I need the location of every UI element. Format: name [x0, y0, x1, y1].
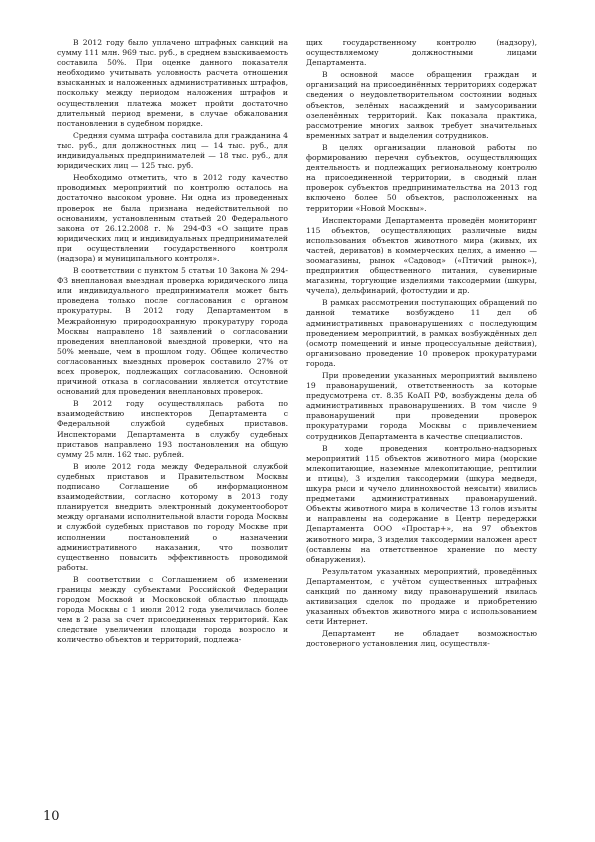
paragraph: Результатом указанных мероприятий, проведённых Департаментом, с учётом существенных штрафных санкций по данному виду правонарушений явилась активизация сделок по продаже и приобретению указанных объектов животного мира с использованием сети Интернет. — [306, 566, 537, 627]
paragraph: При проведении указанных мероприятий выявлено 19 правонарушений, ответственность за которые предусмотрена ст. 8.35 КоАП РФ, возбуждены дела об административных правонарушениях. В том числе 9 правонарушений при проведении проверок прокуратурами города Москвы с привлечением сотрудников Департамента в качестве специалистов. — [306, 371, 537, 441]
paragraph: В 2012 году осуществлялась работа по взаимодействию инспекторов Департамента с Федеральной службой судебных приставов. Инспекторами Департамента в службу судебных приставов направлено 193 постановления на общую сумму 25 млн. 162 тыс. рублей. — [57, 399, 288, 459]
paragraph: В целях организации плановой работы по формированию перечня субъектов, осуществляющих деятельность и подлежащих региональному контролю на присоединенной территории, в сводный план проверок субъектов предпринимательства на 2013 год включено более 50 объектов, расположенных на территории «Новой Москвы». — [306, 142, 537, 213]
paragraph: В ходе проведения контрольно-надзорных мероприятий 115 объектов животного мира (морские млекопитающие, наземные млекопитающие, рептилии и птицы), 3 изделия таксодермии (шкура медведя, шкура рыси и чучело длиннохвостой неясыти) явились предметами административных правонарушений. Объекты животного мира в количестве 13 голов изъяты и направлены на содержание в Центр передержки Департамента ООО «Простар+», на 97 объектов животного мира, 3 изделия таксодермии наложен арест (оставлены на ответственное хранение по месту обнаружения). — [306, 443, 537, 564]
left-column — [57, 38, 288, 648]
paragraph: Департамент не обладает возможностью достоверного установления лиц, осуществля- — [306, 629, 537, 649]
paragraph-continuation: щих государственному контролю (надзору), осуществляемому должностными лицами Департамента. — [306, 38, 537, 68]
page-number: 10 — [43, 809, 60, 824]
paragraph: В 2012 году было уплачено штрафных санкций на сумму 111 млн. 969 тыс. руб., в среднем взыскиваемость составила 50%. При оценке данного показателя необходимо учитывать условность расчета отношения взысканных и наложенных административных штрафов, поскольку между периодом наложения штрафов и осуществления платежа может пройти достаточно длительный период времени, в случае обжалования постановления в судебном порядке. — [57, 38, 288, 128]
paragraph: Средняя сумма штрафа составила для гражданина 4 тыс. руб., для должностных лиц — 14 тыс. руб., для индивидуальных предпринимателей — 18 тыс. руб., для юридических лиц — 125 тыс. руб. — [57, 130, 288, 171]
paragraph: В основной массе обращения граждан и организаций на присоединённых территориях содержат сведения о неудовлетворительном состоянии водных объектов, зелёных насаждений и замусоривании озеленённых территорий. Как показала практика, рассмотрение многих заявок требует значительных временных затрат и выделения сотрудников. — [306, 70, 537, 140]
paragraph: В соответствии с пунктом 5 статьи 10 Закона № 294-ФЗ внеплановая выездная проверка юридического лица или индивидуального предпринимателя может быть проведена только после согласования с органом прокуратуры. В 2012 году Департаментом в Межрайонную природоохранную прокуратуру города Москвы направлено 18 заявлений о согласовании проведения внеплановой выездной проверки, что на 50% меньше, чем в прошлом году. Общее количество согласованных выездных проверок составило 27% от всех проверок, подлежащих согласованию. Основной причиной отказа в согласовании является отсутствие оснований для проведения внеплановых проверок. — [57, 266, 288, 397]
paragraph: Необходимо отметить, что в 2012 году качество проводимых мероприятий по контролю осталось на достаточно высоком уровне. Ни одна из проведенных проверок не была признана недействительной по основаниям, установленным статьей 20 Федерального закона от 26.12.2008 г. № 294-ФЗ «О защите прав юридических лиц и индивидуальных предпринимателей при осуществлении государственного контроля (надзора) и муниципального контроля». — [57, 173, 288, 263]
paragraph: Инспекторами Департамента проведён мониторинг 115 объектов, осуществляющих различные виды использования объектов животного мира (живых, их частей, дериватов) в коммерческих целях, а именно — зоомагазины, рынок «Садовод» («Птичий рынок»), предприятия общественного питания, сувенирные магазины, торгующие изделиями таксодермии (шкуры, чучела), дельфинарий, фотостудии и др. — [306, 215, 537, 296]
paragraph: В рамках рассмотрения поступающих обращений по данной тематике возбуждено 11 дел об административных правонарушениях с последующим проведением мероприятий, в рамках возбуждённых дел (осмотр помещений и иные процессуальные действия), организовано проведение 10 проверок прокуратурами города. — [306, 298, 537, 368]
paragraph: В соответствии с Соглашением об изменении границы между субъектами Российской Федерации городом Москвой и Московской областью площадь города Москвы с 1 июля 2012 года увеличилась более чем в 2 раза за счет присоединенных территорий. Как следствие увеличения площади города возросло и количество объектов и территорий, подлежа- — [57, 574, 288, 645]
paragraph: В июле 2012 года между Федеральной службой судебных приставов и Правительством Москвы подписано Соглашение об информационном взаимодействии, согласно которому в 2013 году планируется внедрить электронный документооборот между органами исполнительной власти города Москвы и службой судебных приставов по городу Москве при исполнении постановлений о назначении административного наказания, что позволит существенно повысить эффективность проводимой работы. — [57, 461, 288, 572]
right-column — [306, 38, 537, 652]
